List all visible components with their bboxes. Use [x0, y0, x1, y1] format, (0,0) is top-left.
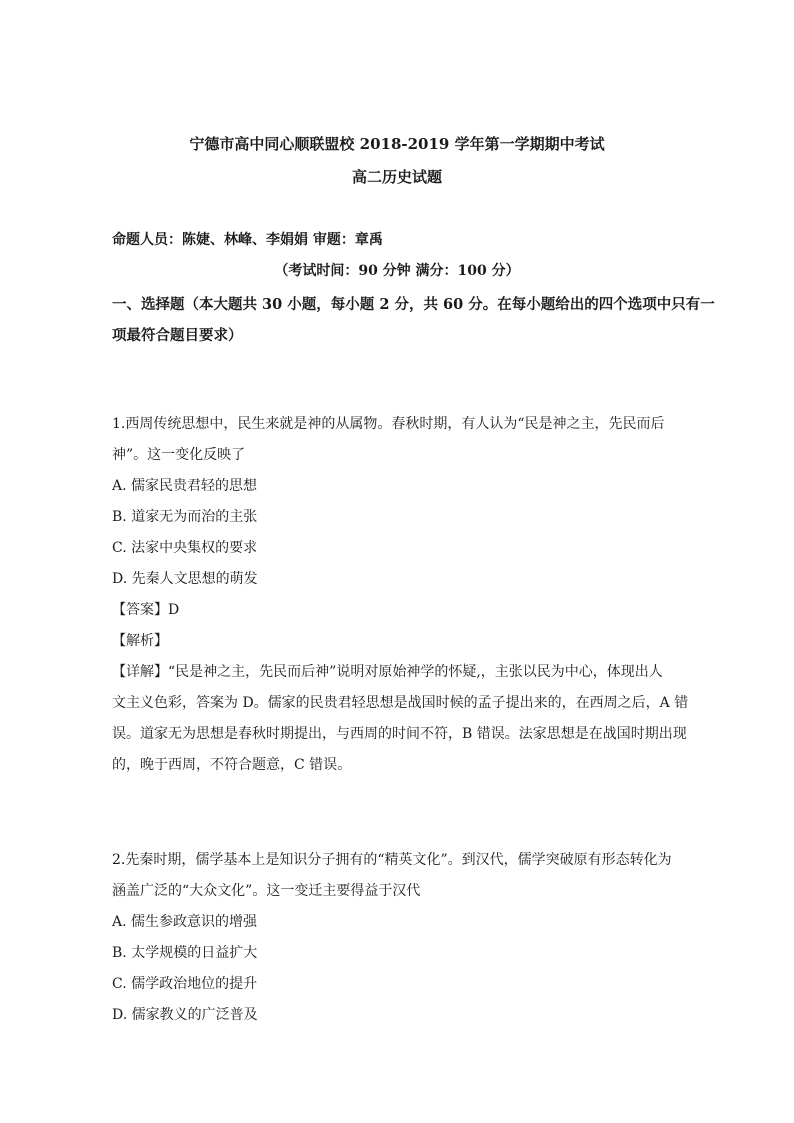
- question-1-option-d: D. 先秦人文思想的萌发: [112, 571, 258, 587]
- question-1-detail-line-1: 【详解】“民是神之主，先民而后神”说明对原始神学的怀疑,，主张以民为中心，体现出人: [112, 664, 663, 680]
- question-1-stem-line-1: 1.西周传统思想中，民生来就是神的从属物。春秋时期，有人认为“民是神之主，先民而后: [112, 416, 665, 432]
- question-1-detail-line-3: 误。道家无为思想是春秋时期提出，与西周的时间不符，B 错误。法家思想是在战国时期出现: [112, 726, 687, 742]
- question-2-option-d: D. 儒家教义的广泛普及: [112, 1007, 258, 1023]
- question-1-detail-line-2: 文主义色彩，答案为 D。儒家的民贵君轻思想是战国时候的孟子提出来的，在西周之后，A 错: [112, 695, 689, 711]
- question-1-detail-line-4: 的，晚于西周，不符合题意，C 错误。: [112, 757, 352, 773]
- question-1-analysis-label: 【解析】: [112, 633, 168, 649]
- question-1-option-b: B. 道家无为而治的主张: [112, 509, 258, 525]
- section-heading: [112, 289, 715, 351]
- section-heading-line-2: 项最符合题目要求）: [112, 327, 243, 344]
- question-1: [112, 409, 687, 781]
- question-1-option-a: A. 儒家民贵君轻的思想: [112, 478, 258, 494]
- question-2-stem-line-2: 涵盖广泛的“大众文化”。这一变迁主要得益于汉代: [112, 883, 421, 899]
- authors-line: 命题人员：陈婕、林峰、李娟娟 审题：章禹: [112, 232, 383, 248]
- question-1-option-c: C. 法家中央集权的要求: [112, 540, 258, 556]
- question-2: [112, 845, 687, 1031]
- question-1-answer: 【答案】D: [112, 602, 180, 618]
- question-2-option-c: C. 儒学政治地位的提升: [112, 976, 258, 992]
- exam-subtitle: 高二历史试题: [351, 168, 442, 186]
- question-2-option-a: A. 儒生参政意识的增强: [112, 914, 258, 930]
- exam-info-line: （考试时间：90 分钟 满分：100 分）: [274, 263, 520, 279]
- exam-title: 宁德市高中同心顺联盟校 2018-2019 学年第一学期期中考试: [189, 135, 605, 153]
- section-heading-line-1: 一、选择题（本大题共 30 小题，每小题 2 分，共 60 分。在每小题给出的四个选项中只有一: [112, 296, 715, 313]
- question-2-option-b: B. 太学规模的日益扩大: [112, 945, 258, 961]
- question-1-stem-line-2: 神”。这一变化反映了: [112, 447, 246, 463]
- question-2-stem-line-1: 2.先秦时期，儒学基本上是知识分子拥有的“精英文化”。到汉代，儒学突破原有形态转化为: [112, 852, 672, 868]
